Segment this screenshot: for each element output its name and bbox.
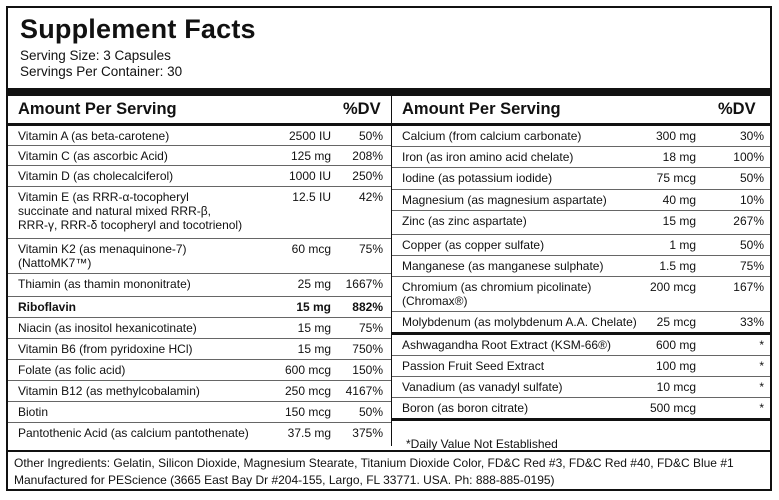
ingredient-dv: * [759, 401, 764, 415]
nutrient-name: Iodine (as potassium iodide) [402, 171, 553, 185]
nutrient-name: Chromium (as chromium picolinate) (Chromax®) [402, 280, 592, 308]
nutrient-row [8, 381, 391, 402]
nutrient-amount: 40 mg [662, 193, 696, 207]
nutrient-dv: 750% [352, 342, 383, 356]
nutrient-row [8, 274, 391, 297]
nutrient-dv: 250% [352, 169, 383, 183]
other-ingredients: Other Ingredients: Gelatin, Silicon Dioxide, Magnesium Stearate, Titanium Dioxide Color, FD&C Red #3, FD&C Red #40, FD&C Blue #1 [14, 456, 734, 470]
panel-title: Supplement Facts [20, 14, 256, 44]
nutrient-dv: 75% [358, 242, 383, 256]
ingredient-name: Boron (as boron citrate) [402, 401, 529, 415]
manufacturer-info: Manufactured for PEScience (3665 East Bay Dr #204-155, Largo, FL 33771. USA. Ph: 888-885-0195) [14, 473, 555, 487]
nutrient-dv: 33% [739, 315, 764, 329]
nutrient-dv: 10% [739, 193, 764, 207]
nutrient-dv: 100% [733, 150, 764, 164]
nutrient-name: Vitamin B6 (from pyridoxine HCl) [18, 342, 193, 356]
nutrient-dv: 167% [733, 280, 764, 294]
nutrient-amount: 25 mcg [656, 315, 696, 329]
ingredient-amount: 10 mcg [656, 380, 696, 394]
nutrient-amount: 75 mcg [656, 171, 696, 185]
nutrient-amount: 60 mcg [291, 242, 331, 256]
dv-heading: %DV [718, 100, 756, 118]
nutrient-amount: 2500 IU [288, 129, 331, 143]
nutrient-dv: 150% [352, 363, 383, 377]
nutrient-amount: 1000 IU [288, 169, 331, 183]
ingredient-dv: * [759, 380, 764, 394]
nutrient-amount: 25 mg [297, 277, 331, 291]
nutrient-amount: 37.5 mg [287, 426, 331, 440]
ingredient-name: Passion Fruit Seed Extract [402, 359, 545, 373]
ingredient-name: Ashwagandha Root Extract (KSM-66®) [402, 338, 611, 352]
nutrient-amount: 15 mg [297, 321, 331, 335]
nutrient-row [8, 126, 391, 146]
left-table-header [8, 96, 391, 126]
ingredient-amount: 500 mcg [649, 401, 696, 415]
nutrient-name: Molybdenum (as molybdenum A.A. Chelate) [402, 315, 637, 329]
nutrient-dv: 50% [739, 171, 764, 185]
nutrient-row [8, 239, 391, 274]
nutrient-row [392, 147, 770, 168]
nutrient-name: Vitamin A (as beta-carotene) [18, 129, 170, 143]
ingredient-dv: * [759, 359, 764, 373]
nutrient-dv: 30% [739, 129, 764, 143]
nutrient-amount: 15 mg [296, 300, 331, 314]
ingredient-row [392, 377, 770, 398]
nutrient-row [392, 235, 770, 256]
nutrient-amount: 150 mcg [284, 405, 331, 419]
servings-per-container: Servings Per Container: 30 [20, 64, 183, 79]
nutrient-name: Vitamin E (as RRR-α-tocopheryl succinate and natural mixed RRR-β, RRR-γ, RRR-δ tocopheryl and tocotrienol) [18, 190, 243, 232]
nutrient-row [8, 166, 391, 187]
serving-size: Serving Size: 3 Capsules [20, 48, 171, 63]
dv-heading: %DV [343, 100, 381, 118]
nutrient-row [8, 187, 391, 239]
ingredient-dv: * [759, 338, 764, 352]
nutrient-row [8, 360, 391, 381]
nutrient-dv: 50% [739, 238, 764, 252]
nutrient-dv: 50% [358, 405, 383, 419]
nutrient-dv: 75% [358, 321, 383, 335]
nutrient-row [392, 190, 770, 211]
nutrient-name: Vitamin K2 (as menaquinone-7) (NattoMK7™) [18, 242, 187, 270]
ingredients-footer [8, 450, 770, 487]
nutrient-amount: 200 mcg [649, 280, 696, 294]
nutrient-row [8, 146, 391, 166]
nutrient-name: Folate (as folic acid) [18, 363, 126, 377]
nutrient-amount: 300 mg [655, 129, 696, 143]
nutrient-name: Vitamin B12 (as methylcobalamin) [18, 384, 200, 398]
nutrient-amount: 18 mg [662, 150, 696, 164]
nutrient-row [392, 211, 770, 235]
nutrient-row [8, 318, 391, 339]
amount-per-serving-heading: Amount Per Serving [402, 100, 561, 118]
nutrient-amount: 15 mg [297, 342, 331, 356]
nutrient-name: Vitamin C (as ascorbic Acid) [18, 149, 168, 163]
nutrient-row [392, 126, 770, 147]
nutrient-dv: 50% [358, 129, 383, 143]
nutrient-dv: 375% [352, 426, 383, 440]
nutrient-name: Manganese (as manganese sulphate) [402, 259, 604, 273]
ingredient-row [392, 356, 770, 377]
nutrient-amount: 250 mcg [284, 384, 331, 398]
daily-value-footnote: *Daily Value Not Established [406, 437, 558, 451]
nutrient-dv: 882% [352, 300, 383, 314]
nutrient-name: Calcium (from calcium carbonate) [402, 129, 582, 143]
right-nutrient-table [392, 96, 770, 451]
nutrient-dv: 75% [739, 259, 764, 273]
ingredient-amount: 100 mg [655, 359, 696, 373]
nutrient-amount: 12.5 IU [292, 190, 331, 204]
nutrient-name: Iron (as iron amino acid chelate) [402, 150, 574, 164]
nutrient-name: Thiamin (as thamin mononitrate) [18, 277, 191, 291]
right-table-header [392, 96, 770, 126]
nutrient-dv: 42% [358, 190, 383, 204]
nutrient-amount: 125 mg [290, 149, 331, 163]
nutrient-row [8, 297, 391, 318]
nutrient-dv: 4167% [345, 384, 383, 398]
nutrient-name: Magnesium (as magnesium aspartate) [402, 193, 607, 207]
nutrient-name: Niacin (as inositol hexanicotinate) [18, 321, 197, 335]
nutrient-dv: 267% [733, 214, 764, 228]
nutrient-row [392, 256, 770, 277]
nutrient-dv: 208% [352, 149, 383, 163]
nutrient-name: Riboflavin [18, 300, 77, 314]
nutrient-row [392, 312, 770, 335]
ingredient-row [392, 398, 770, 421]
supplement-facts-panel [6, 6, 772, 491]
ingredient-row [392, 335, 770, 356]
nutrient-row [8, 402, 391, 423]
nutrient-row [8, 423, 391, 444]
thick-divider [8, 88, 770, 96]
ingredient-name: Vanadium (as vanadyl sulfate) [402, 380, 563, 394]
nutrient-row [392, 277, 770, 312]
nutrient-name: Copper (as copper sulfate) [402, 238, 545, 252]
nutrient-row [392, 168, 770, 190]
nutrient-row [8, 339, 391, 360]
nutrient-name: Zinc (as zinc aspartate) [402, 214, 527, 228]
nutrient-amount: 600 mcg [284, 363, 331, 377]
nutrient-name: Pantothenic Acid (as calcium pantothenate) [18, 426, 249, 440]
amount-per-serving-heading: Amount Per Serving [18, 100, 177, 118]
left-nutrient-table [8, 96, 391, 444]
nutrient-amount: 1 mg [669, 238, 696, 252]
nutrient-name: Vitamin D (as cholecalciferol) [18, 169, 174, 183]
nutrient-dv: 1667% [345, 277, 383, 291]
nutrient-amount: 15 mg [662, 214, 696, 228]
nutrient-amount: 1.5 mg [659, 259, 696, 273]
nutrient-name: Biotin [18, 405, 49, 419]
ingredient-amount: 600 mg [655, 338, 696, 352]
